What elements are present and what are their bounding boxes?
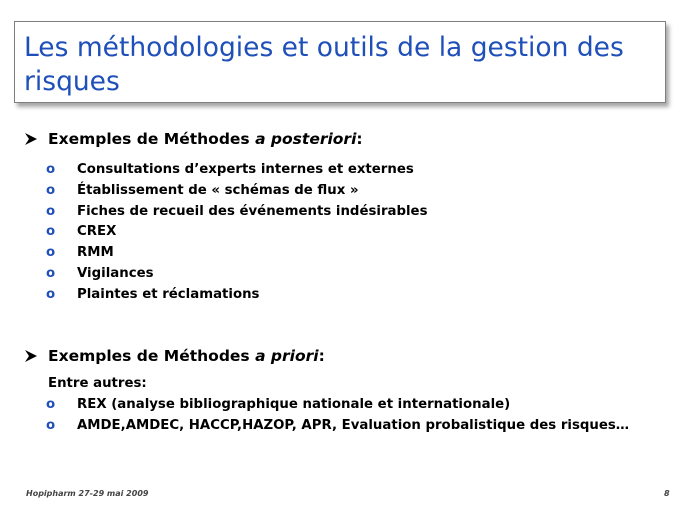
item-text: CREX [77,224,117,240]
item-text: Fiches de recueil des événements indésirables [77,203,428,219]
list-item [46,395,629,416]
slide-title: Les méthodologies et outils de la gestion des risques [24,32,624,97]
item-text: AMDE,AMDEC, HACCP,HAZOP, APR, Evaluation probalistique des risques… [77,417,630,433]
bullet-icon: o [46,397,56,412]
arrow-right-icon [24,349,38,363]
arrow-right-icon [24,132,38,146]
heading-tail: : [318,347,325,365]
list-item [46,202,428,223]
section-heading [24,130,363,148]
bullet-list [46,160,428,306]
heading-emphasis: a priori [255,347,319,365]
heading-lead: Exemples de Méthodes [48,130,250,148]
bullet-icon: o [46,224,56,240]
bullet-icon: o [46,162,56,177]
bullet-icon: o [46,203,56,219]
page-number: 8 [664,489,670,498]
item-text: RMM [77,245,114,261]
bullet-icon: o [46,182,56,198]
section-intro: Entre autres: [48,376,147,391]
heading-emphasis: a posteriori [255,130,357,148]
section-heading [24,347,325,365]
list-item [46,243,428,264]
item-text: REX (analyse bibliographique nationale et internationale) [77,397,511,412]
title-box [14,21,666,103]
list-item [46,285,428,306]
list-item [46,416,629,437]
bullet-icon: o [46,417,56,433]
heading-lead: Exemples de Méthodes [48,347,250,365]
bullet-icon: o [46,245,56,261]
item-text: Consultations d’experts internes et externes [77,162,414,177]
item-text: Vigilances [77,265,154,281]
bullet-icon: o [46,265,56,281]
bullet-list [46,395,629,437]
list-item [46,160,428,181]
bullet-icon: o [46,286,56,302]
footer-event: Hopipharm 27-29 mai 2009 [26,489,149,498]
item-text: Établissement de « schémas de flux » [77,182,359,198]
item-text: Plaintes et réclamations [77,286,260,302]
list-item [46,264,428,285]
list-item [46,222,428,243]
list-item [46,181,428,202]
heading-tail: : [356,130,363,148]
